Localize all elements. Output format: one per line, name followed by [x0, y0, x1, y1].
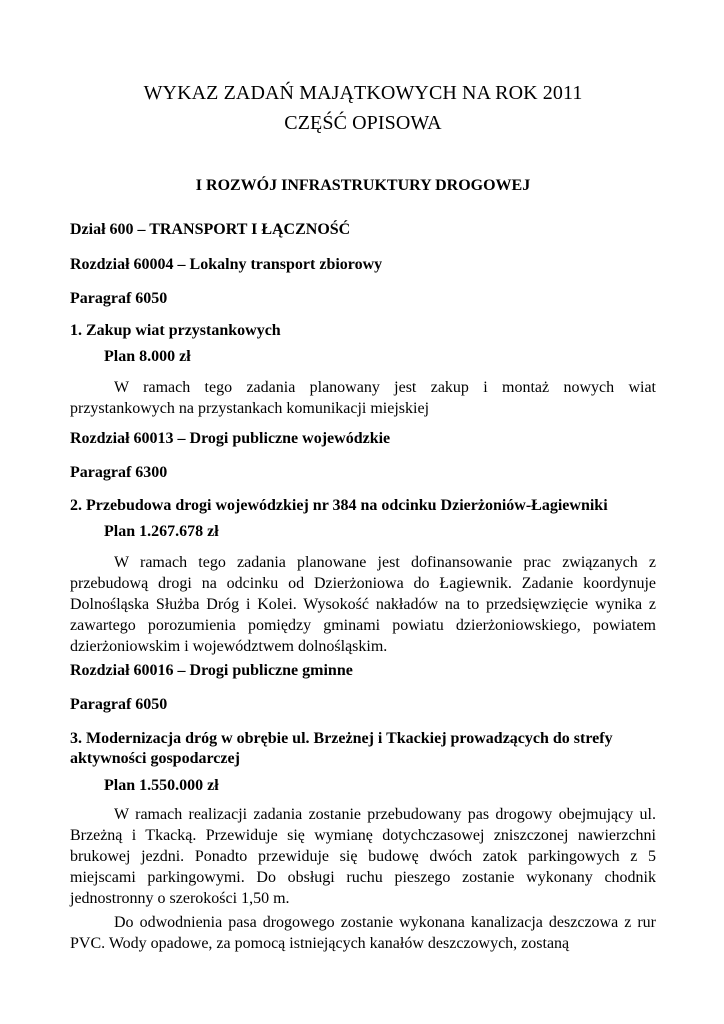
paragraf-heading-6050: Paragraf 6050 — [70, 290, 168, 307]
task-3-description-continued: Do odwodnienia pasa drogowego zostanie wykonana kanalizacja deszczowa z rur PVC. Wody opadowe, za pomocą istniejących kanałów deszczowych, zostaną — [70, 914, 656, 952]
document-page — [70, 0, 656, 1024]
paragraf-heading-6300: Paragraf 6300 — [70, 464, 168, 481]
rozdzial-heading-60016: Rozdział 60016 – Drogi publiczne gminne — [70, 662, 353, 679]
task-2-description: W ramach tego zadania planowane jest dofinansowanie prac związanych z przebudową drogi na odcinku od Dzierżoniowa do Łagiewnik. Zadanie koordynuje Dolnośląska Służba Dróg i Kolei. Wysokość nakładów na to przedsięwzięcie wynika z zawartego porozumienia pomiędzy gminami powiatu dzierżoniowskiego, powiatem dzierżoniowskim i województwem dolnośląskim. — [70, 554, 656, 655]
task-2-title: 2. Przebudowa drogi wojewódzkiej nr 384 na odcinku Dzierżoniów-Łagiewniki — [70, 497, 608, 514]
dzial-heading: Dział 600 – TRANSPORT I ŁĄCZNOŚĆ — [70, 221, 351, 238]
task-1-title: 1. Zakup wiat przystankowych — [70, 322, 281, 339]
document-title: WYKAZ ZADAŃ MAJĄTKOWYCH NA ROK 2011 — [143, 82, 583, 104]
task-1-plan: Plan 8.000 zł — [104, 348, 191, 365]
paragraf-heading-6050-b: Paragraf 6050 — [70, 696, 168, 713]
task-3-description: W ramach realizacji zadania zostanie przebudowany pas drogowy obejmujący ul. Brzeżną i Tkacką. Przewiduje się wymianę dotychczasowej zniszczonej nawierzchni brukowej jezdni. Ponadto przewiduje się budowę dwóch zatok parkingowych z 5 miejscami parkingowymi. Do obsługi ruchu pieszego zostanie wykonany chodnik jednostronny o szerokości 1,50 m. — [70, 806, 656, 907]
task-1-description: W ramach tego zadania planowany jest zakup i montaż nowych wiat przystankowych na przystankach komunikacji miejskiej — [70, 379, 656, 417]
task-2-plan: Plan 1.267.678 zł — [104, 523, 219, 540]
task-3-title-continued: aktywności gospodarczej — [70, 750, 240, 767]
rozdzial-heading-60004: Rozdział 60004 – Lokalny transport zbiorowy — [70, 256, 383, 273]
task-3-title: 3. Modernizacja dróg w obrębie ul. Brzeżnej i Tkackiej prowadzących do strefy — [70, 730, 613, 747]
document-subtitle: CZĘŚĆ OPISOWA — [284, 112, 442, 134]
task-3-plan: Plan 1.550.000 zł — [104, 777, 219, 794]
rozdzial-heading-60013: Rozdział 60013 – Drogi publiczne wojewódzkie — [70, 430, 391, 447]
section-heading: I ROZWÓJ INFRASTRUKTURY DROGOWEJ — [195, 177, 531, 194]
